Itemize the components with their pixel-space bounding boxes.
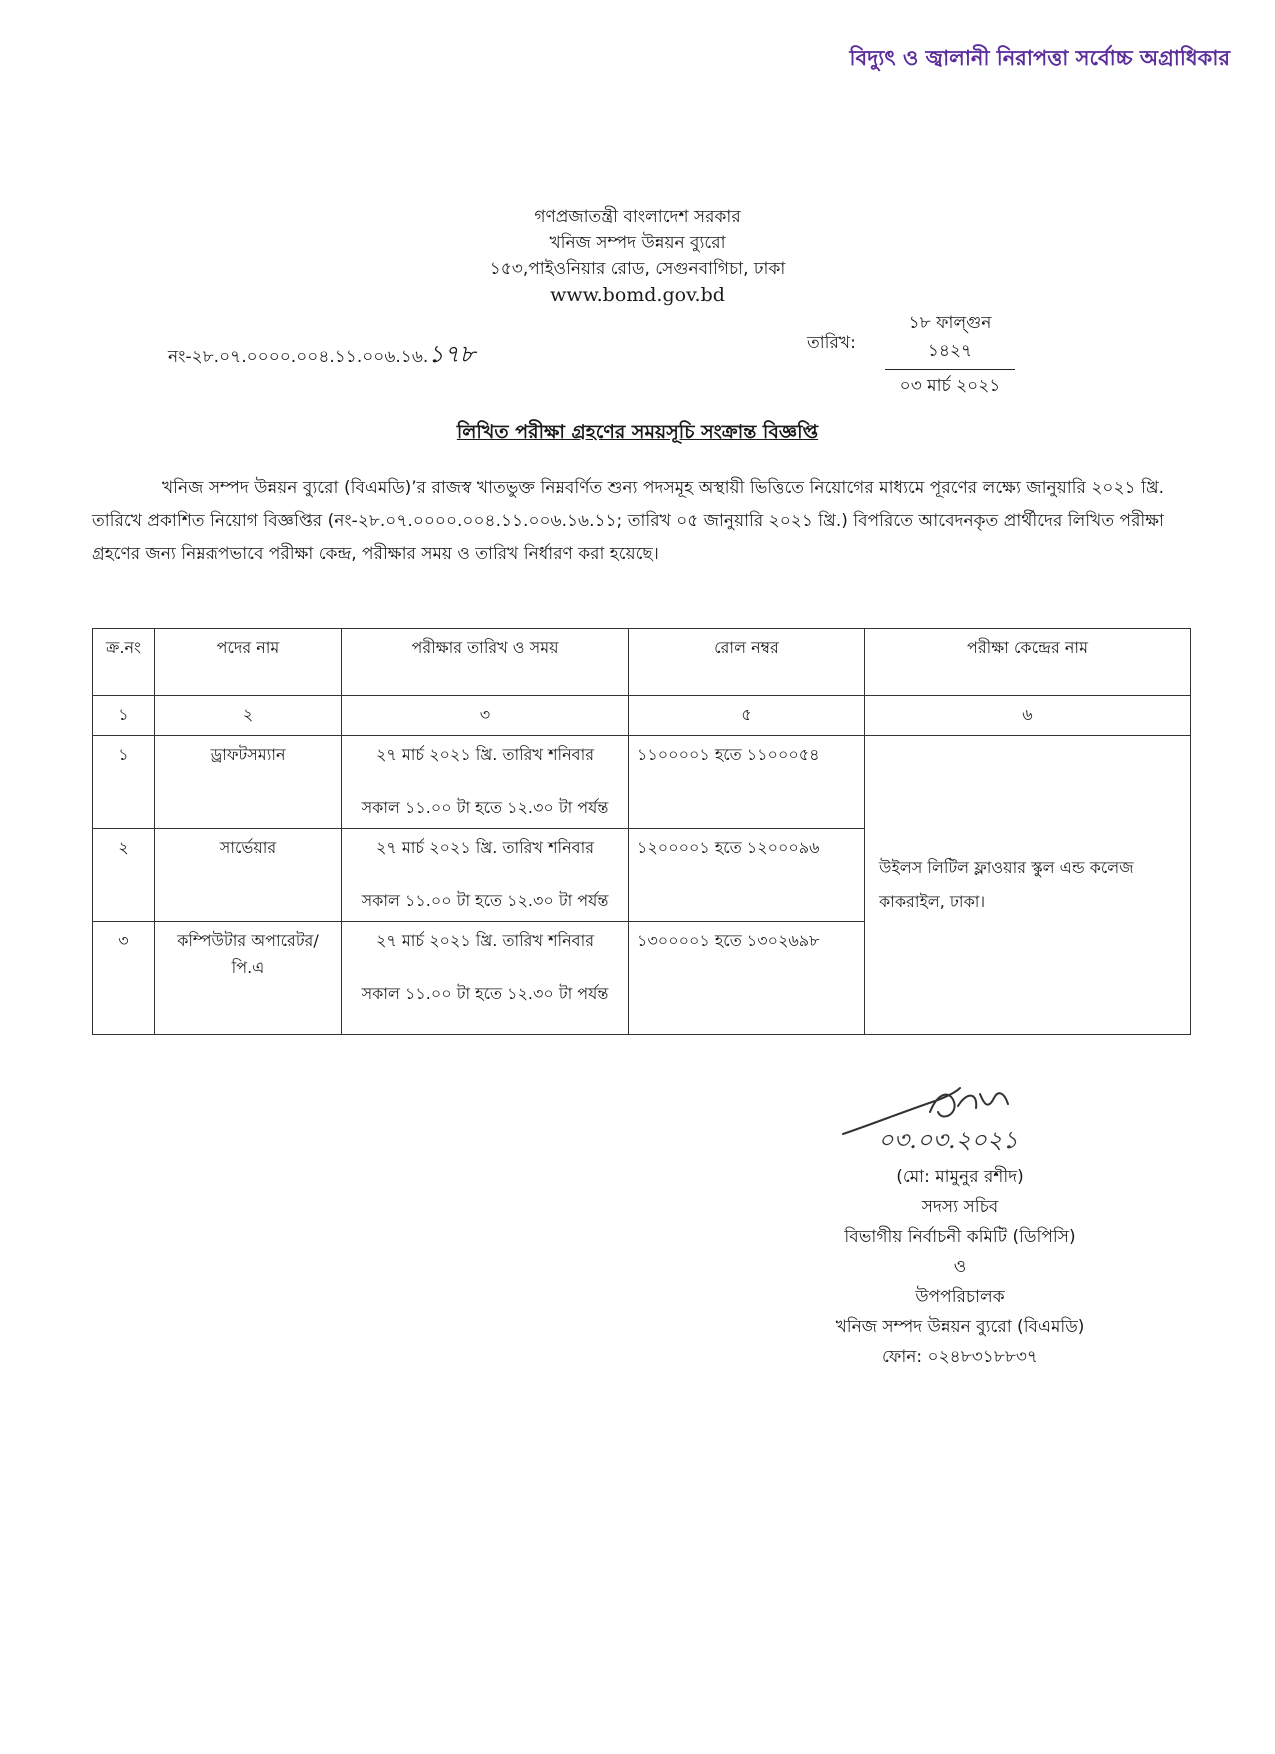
memo-number [168,336,475,376]
signature-date: ০৩.০৩.২০২১ [878,1126,1019,1154]
row-post: কম্পিউটার অপারেটর/ পি.এ [155,922,342,1035]
exam-schedule-table [92,628,1191,1035]
signatory-committee: বিভাগীয় নির্বাচনী কমিটি (ডিপিসি) [844,1227,1076,1247]
col-number: ৩ [342,696,629,736]
row-roll: ১২০০০০১ হতে ১২০০০৯৬ [629,829,865,922]
organization-address: ১৫৩,পাইওনিয়ার রোড, সেগুনবাগিচা, ঢাকা [489,259,786,279]
row-date: ২৭ মার্চ ২০২১ খ্রি. তারিখ শনিবার [375,745,595,764]
row-date: ২৭ মার্চ ২০২১ খ্রি. তারিখ শনিবার [375,838,595,857]
notice-title-text: লিখিত পরীক্ষা গ্রহণের সময়সূচি সংক্রান্ত বিজ্ঞপ্তি [456,421,819,443]
row-roll: ১৩০০০০১ হতে ১৩০২৬৯৮ [629,922,865,1035]
signatory-phone: ফোন: ০২৪৮৩১৮৮৩৭ [882,1347,1038,1367]
row-roll: ১১০০০০১ হতে ১১০০০৫৪ [629,736,865,829]
government-name: গণপ্রজাতন্ত্রী বাংলাদেশ সরকার [534,207,741,227]
notice-title [0,418,1275,450]
signatory-organization: খনিজ সম্পদ উন্নয়ন ব্যুরো (বিএমডি) [835,1317,1085,1337]
exam-center-location: কাকরাইল, ঢাকা। [879,892,986,911]
row-date-time [342,829,629,922]
signatory-conjunction: ও [953,1257,967,1277]
signatory-designation: উপপরিচালক [915,1287,1005,1307]
signatory-block [700,1162,1220,1372]
header-center: পরীক্ষা কেন্দ্রের নাম [865,629,1191,696]
row-date-time [342,922,629,1035]
header-post: পদের নাম [155,629,342,696]
table-header-row [93,629,1191,696]
memo-number-printed: নং-২৮.০৭.০০০০.০০৪.১১.০০৬.১৬. [168,347,429,367]
row-time: সকাল ১১.০০ টা হতে ১২.৩০ টা পর্যন্ত [361,798,609,817]
col-number: ৫ [629,696,865,736]
row-serial: ৩ [93,922,155,1035]
signatory-title: সদস্য সচিব [921,1197,999,1217]
signatory-name: (মো: মামুনুর রশীদ) [896,1167,1024,1187]
row-post: ড্রাফটসম্যান [155,736,342,829]
header-roll: রোল নম্বর [629,629,865,696]
row-time: সকাল ১১.০০ টা হতে ১২.৩০ টা পর্যন্ত [361,891,609,910]
date-english: ০৩ মার্চ ২০২১ [899,376,1001,396]
header-serial: ক্র.নং [93,629,155,696]
date-label: তারিখ: [807,333,856,353]
organization-name: খনিজ সম্পদ উন্নয়ন ব্যুরো [549,233,726,253]
row-date: ২৭ মার্চ ২০২১ খ্রি. তারিখ শনিবার [375,931,595,950]
table-row [93,736,1191,829]
column-number-row [93,696,1191,736]
row-time: সকাল ১১.০০ টা হতে ১২.৩০ টা পর্যন্ত [361,984,609,1003]
row-serial: ২ [93,829,155,922]
header-date-time: পরীক্ষার তারিখ ও সময় [342,629,629,696]
exam-center [865,736,1191,1035]
letterhead [0,204,1275,308]
row-post: সার্ভেয়ার [155,829,342,922]
memo-number-handwritten: ১৭৮ [428,340,476,368]
row-serial: ১ [93,736,155,829]
date-bangla: ১৮ ফাল্গুন ১৪২৭ [885,310,1015,370]
organization-website: www.bomd.gov.bd [550,284,725,306]
col-number: ১ [93,696,155,736]
exam-center-name: উইলস লিটিল ফ্লাওয়ার স্কুল এন্ড কলেজ [879,858,1134,877]
notice-body: খনিজ সম্পদ উন্নয়ন ব্যুরো (বিএমডি)’র রাজস্ব খাতভুক্ত নিম্নবর্ণিত শুন্য পদসমূহ অস্থায়ী ভিত্তিতে নিয়োগের মাধ্যমে পূরণের লক্ষ্যে জানুয়ারি ২০২১ খ্রি. তারিখে প্রকাশিত নিয়োগ বিজ্ঞপ্তির (নং-২৮.০৭.০০০০.০০৪.১১.০০৬.১৬.১১; তারিখ ০৫ জানুয়ারি ২০২১ খ্রি.) বিপরিতে আবেদনকৃত প্রার্থীদের লিখিত পরীক্ষা গ্রহণের জন্য নিম্নরূপভাবে পরীক্ষা কেন্দ্র, পরীক্ষার সময় ও তারিখ নির্ধারণ করা হয়েছে। [92,478,1164,564]
memo-date [885,310,1015,401]
col-number: ২ [155,696,342,736]
col-number: ৬ [865,696,1191,736]
row-date-time [342,736,629,829]
slogan: বিদ্যুৎ ও জ্বালানী নিরাপত্তা সর্বোচ্চ অগ্রাধিকার [849,46,1230,70]
